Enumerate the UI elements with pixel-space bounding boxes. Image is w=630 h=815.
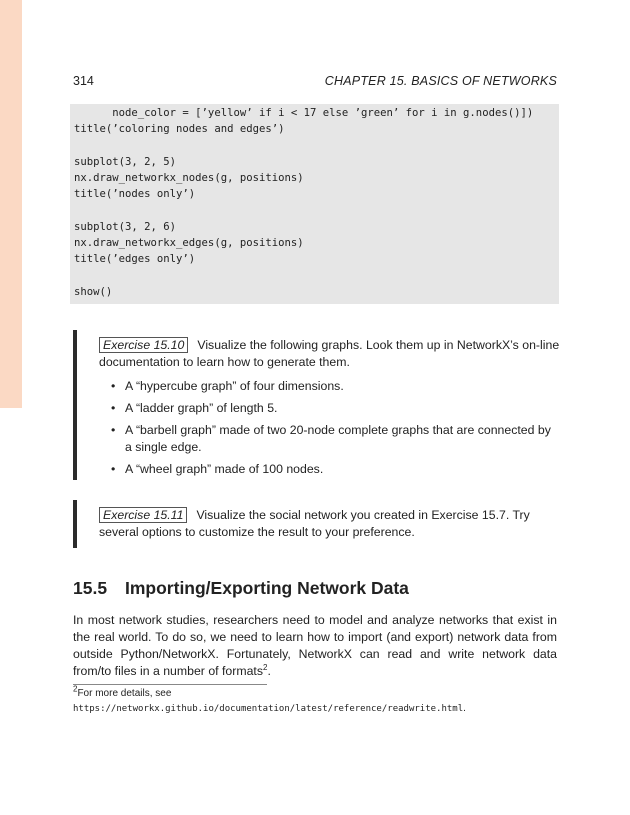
footnote-link[interactable]: https://networkx.github.io/documentation/latest/reference/readwrite.html (73, 704, 464, 714)
exercise-body: Visualize the social network you created in Exercise 15.7. Try several options to customize the result to your preference. (99, 508, 530, 539)
list-item-text: A “wheel graph” made of 100 nodes. (125, 462, 324, 476)
code-line: title(’coloring nodes and edges’) (74, 123, 285, 135)
bullet-icon: • (111, 379, 116, 393)
chapter-title: CHAPTER 15. BASICS OF NETWORKS (324, 74, 557, 88)
exercise-15-10 (73, 330, 561, 480)
code-line: subplot(3, 2, 6) (74, 221, 177, 233)
bullet-icon: • (111, 462, 116, 476)
list-item-text: A “barbell graph” made of two 20-node complete graphs that are connected by a single edge. (125, 423, 551, 454)
list-item (99, 461, 561, 478)
code-line: subplot(3, 2, 5) (74, 156, 177, 168)
page-header (73, 74, 557, 92)
exercise-label: Exercise 15.11 (99, 507, 187, 523)
bullet-icon: • (111, 423, 116, 437)
section-number: 15.5 (73, 578, 108, 598)
exercise-15-11 (73, 500, 561, 548)
margin-tab (0, 0, 22, 408)
list-item (99, 422, 561, 456)
code-line: node_color = [’yellow’ if i < 17 else ’green’ for i in g.nodes()]) (74, 107, 534, 119)
page-number: 314 (73, 74, 94, 88)
list-item-text: A “hypercube graph” of four dimensions. (125, 379, 344, 393)
code-line: title(’edges only’) (74, 253, 196, 265)
exercise-label: Exercise 15.10 (99, 337, 188, 353)
bullet-icon: • (111, 401, 116, 415)
code-line: title(’nodes only’) (74, 188, 196, 200)
list-item-text: A “ladder graph” of length 5. (125, 401, 278, 415)
exercise-list (99, 378, 561, 478)
exercise-body: Visualize the following graphs. Look them up in NetworkX’s on-line documentation to learn how to generate them. (99, 338, 560, 369)
footnote-text: For more details, see (77, 688, 172, 699)
exercise-text (99, 337, 561, 371)
code-line: nx.draw_networkx_nodes(g, positions) (74, 172, 304, 184)
footnote-ref[interactable]: 2 (263, 662, 268, 672)
footnote-rule (73, 684, 267, 685)
paragraph-text: In most network studies, researchers need to model and analyze networks that exist in the real world. To do so, we need to learn how to import (and export) network data from outside Python/NetworkX. Fortunately, NetworkX can read and write network data from/to files in a number of formats (73, 613, 557, 678)
section-title: Importing/Exporting Network Data (125, 578, 409, 598)
paragraph-end: . (267, 664, 271, 678)
footnote-mark: 2 (73, 684, 78, 694)
list-item (99, 378, 561, 395)
exercise-text (99, 507, 561, 541)
code-line: nx.draw_networkx_edges(g, positions) (74, 237, 304, 249)
list-item (99, 400, 561, 417)
code-line: show() (74, 286, 113, 298)
code-block (70, 104, 559, 304)
body-paragraph (73, 612, 557, 680)
section-heading (73, 578, 409, 599)
footnote-end: . (463, 703, 466, 714)
footnote (73, 686, 557, 717)
